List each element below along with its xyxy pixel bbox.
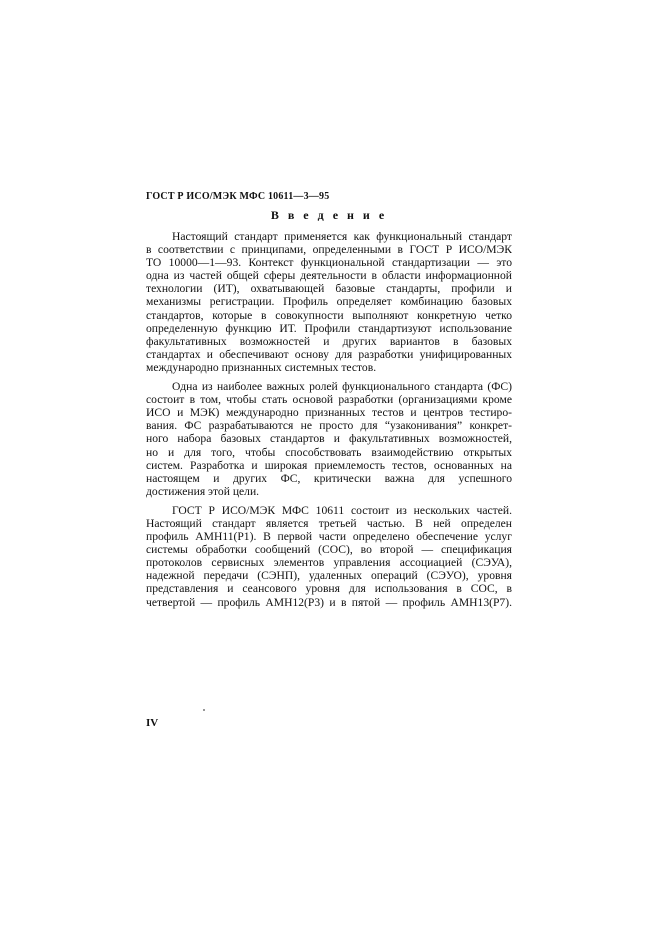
paragraph-2 (146, 380, 512, 498)
text-line: вания. ФС разрабатываются не просто для “узаконивания” конкрет- (146, 419, 512, 433)
page-number: IV (146, 717, 159, 729)
text-line: надежной передачи (СЭНП), удаленных операций (СЭУО), уровня (146, 569, 512, 583)
text-line: международно признанных системных тестов. (146, 360, 377, 374)
text-line: ного набора базовых стандартов и факультативных возможностей, (146, 432, 512, 446)
text-line: но и для того, чтобы способствовать взаимодействию открытых (146, 445, 512, 459)
text-line: Настоящий стандарт является третьей частью. В ней определен (146, 516, 512, 530)
text-line: механизмы регистрации. Профиль определяет комбинацию базовых (146, 295, 512, 309)
text-line: определенную функцию ИТ. Профили стандартизуют использование (146, 321, 512, 335)
text-line: систем. Разработка и широкая приемлемость тестов, основанных на (146, 458, 512, 472)
text-line: четвертой — профиль АМН12(Р3) и в пятой — профиль АМН13(Р7). (146, 595, 512, 609)
paragraph-1 (146, 230, 512, 374)
scan-speck (203, 709, 205, 711)
paragraph-3 (146, 504, 512, 609)
text-line: Настоящий стандарт применяется как функциональный стандарт (172, 230, 512, 243)
text-line: ИСО и МЭК) международно признанных тестов и центров тестиро- (146, 406, 512, 420)
body-text (146, 230, 512, 609)
text-line: ТО 10000—1—93. Контекст функциональной стандартизации — это (146, 256, 512, 270)
text-line: ГОСТ Р ИСО/МЭК МФС 10611 состоит из нескольких частей. (172, 503, 512, 517)
text-line: настоящем и других ФС, критически важна для успешного (146, 471, 512, 485)
text-line: стандартах и обеспечивают основу для разработки унифицированных (146, 347, 512, 361)
text-line: протоколов сервисных элементов управления ассоциацией (СЭУА), (146, 556, 512, 570)
text-line: факультативных возможностей и других вариантов в базовых (146, 334, 512, 348)
text-line: профиль АМН11(Р1). В первой части определено обеспечение услуг (146, 530, 512, 544)
text-line: достижения этой цели. (146, 484, 260, 498)
text-line: состоит в том, чтобы стать основой разработки (организациями кроме (146, 393, 512, 407)
text-line: в соответствии с принципами, определенными в ГОСТ Р ИСО/МЭК (146, 243, 512, 257)
text-line: представления и сеансового уровня для использования в СОС, в (146, 582, 512, 596)
text-line: системы обработки сообщений (СОС), во второй — спецификация (146, 543, 512, 557)
text-line: Одна из наиболее важных ролей функционального стандарта (ФС) (172, 380, 512, 394)
text-line: технологии (ИТ), охватывающей базовые стандарты, профили и (146, 282, 512, 296)
document-header: ГОСТ Р ИСО/МЭК МФС 10611—3—95 (146, 191, 330, 202)
text-line: одна из частей общей сферы деятельности в области информационной (146, 269, 512, 283)
text-line: стандартов, которые в совокупности выполняют конкретную четко (146, 308, 512, 322)
section-title: В в е д е н и е (270, 208, 388, 222)
